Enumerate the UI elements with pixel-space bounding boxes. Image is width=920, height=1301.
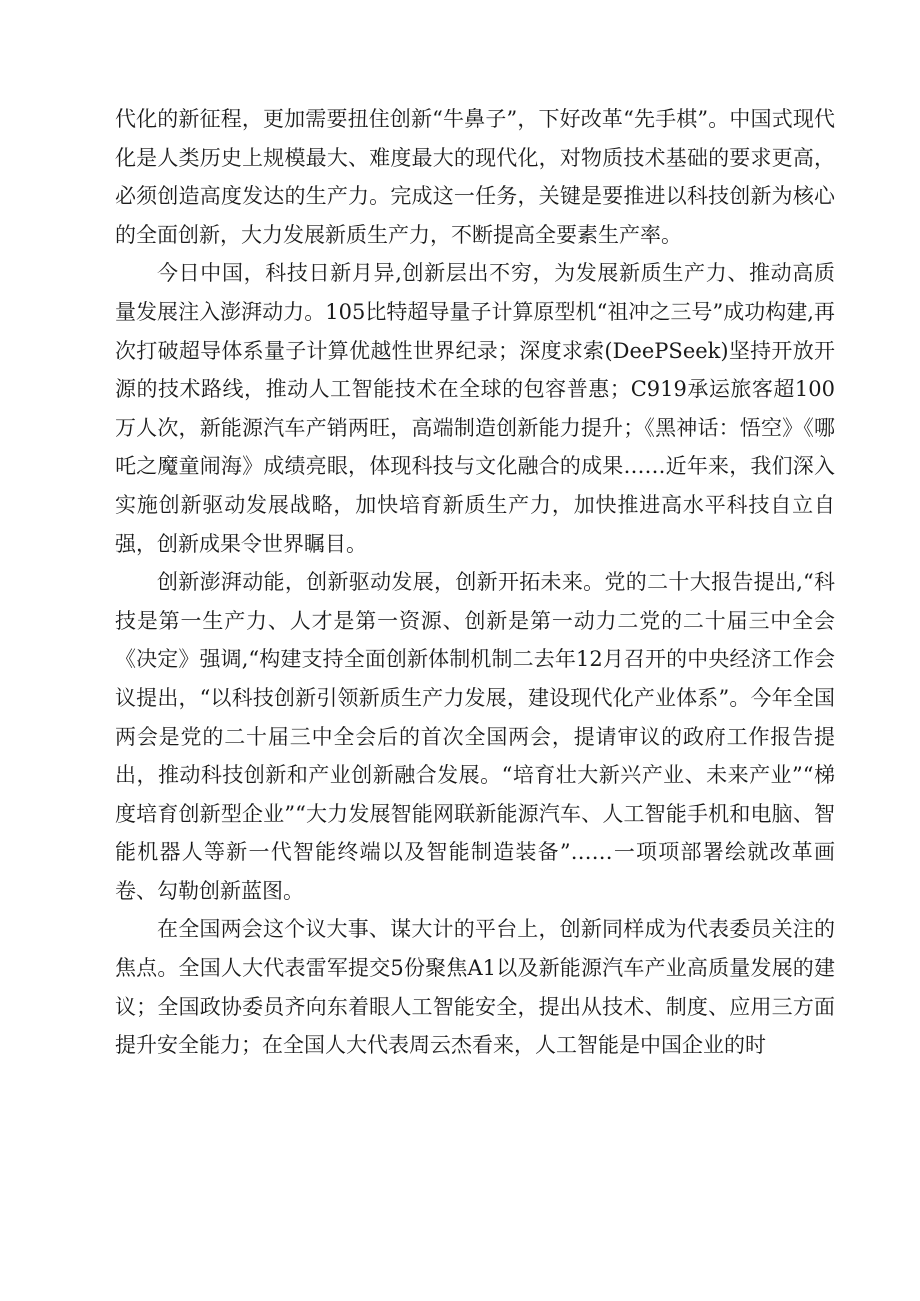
paragraph-3: 创新澎湃动能，创新驱动发展，创新开拓未来。党的二十大报告提出,“科技是第一生产力、人才是第一资源、创新是第一动力二党的二十届三中全会《决定》强调,“构建支持全面创新体制机制二去年12月召开的中央经济工作会议提出，“以科技创新引领新质生产力发展，建设现代化产业体系”。今年全国两会是党的二十届三中全会后的首次全国两会，提请审议的政府工作报告提出，推动科技创新和产业创新融合发展。“培育壮大新兴产业、未来产业”“梯度培育创新型企业”“大力发展智能网联新能源汽车、人工智能手机和电脑、智能机器人等新一代智能终端以及智能制造装备”……一项项部署绘就改革画卷、勾勒创新蓝图。 (115, 570, 835, 903)
paragraph-2: 今日中国，科技日新月异,创新层出不穷，为发展新质生产力、推动高质量发展注入澎湃动力。105比特超导量子计算原型机“祖冲之三号”成功构建,再次打破超导体系量子计算优越性世界纪录；深度求索(DeePSeek)坚持开放开源的技术路线，推动人工智能技术在全球的包容普惠；C919承运旅客超100万人次，新能源汽车产销两旺，高端制造创新能力提升；《黑神话：悟空》《哪吒之魔童闹海》成绩亮眼，体现科技与文化融合的成果……近年来，我们深入实施创新驱动发展战略，加快培育新质生产力，加快推进高水平科技自立自强，创新成果令世界瞩目。 (115, 261, 835, 556)
paragraph-1: 代化的新征程，更加需要扭住创新“牛鼻子”，下好改革“先手棋”。中国式现代化是人类历史上规模最大、难度最大的现代化，对物质技术基础的要求更高，必须创造高度发达的生产力。完成这一任务，关键是要推进以科技创新为核心的全面创新，大力发展新质生产力，不断提高全要素生产率。 (115, 107, 835, 247)
paragraph-4: 在全国两会这个议大事、谋大计的平台上，创新同样成为代表委员关注的焦点。全国人大代表雷军提交5份聚焦A1以及新能源汽车产业高质量发展的建议；全国政协委员齐向东着眼人工智能安全，提出从技术、制度、应用三方面提升安全能力；在全国人大代表周云杰看来，人工智能是中国企业的时 (115, 917, 835, 1058)
document-body (115, 100, 835, 1065)
